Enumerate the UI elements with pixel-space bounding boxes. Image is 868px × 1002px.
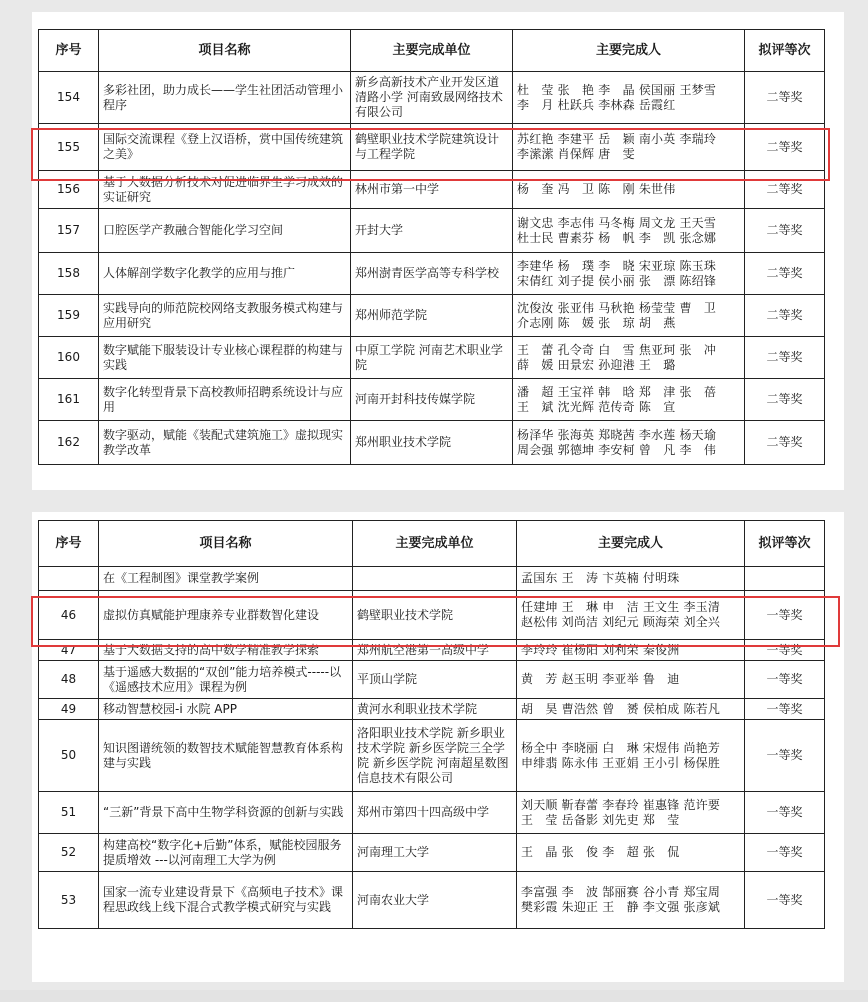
cell-name: 基于大数据支持的高中数学精准教学探索 (99, 640, 353, 661)
cell-name: 基于遥感大数据的“双创”能力培养模式-----以《遥感技术应用》课程为例 (99, 661, 353, 699)
cell-name: 数字赋能下服装设计专业核心课程群的构建与实践 (99, 337, 351, 379)
cell-people: 胡 昊 曹浩然 曾 赟 侯柏成 陈若凡 (517, 699, 745, 720)
cell-unit: 河南开封科技传媒学院 (351, 379, 513, 421)
cell-no: 159 (39, 295, 99, 337)
cell-people: 李建华 杨 璞 李 晓 宋亚琼 陈玉珠 宋倩红 刘子提 侯小丽 张 漂 陈绍锋 (513, 253, 745, 295)
cell-no: 48 (39, 661, 99, 699)
cell-no: 52 (39, 834, 99, 872)
cell-no: 160 (39, 337, 99, 379)
cell-level: 一等奖 (745, 834, 825, 872)
cell-people: 刘天顺 靳春蕾 李春玲 崔惠锋 范许要 王 莹 岳备影 刘先吏 郑 莹 (517, 792, 745, 834)
cell-level: 一等奖 (745, 661, 825, 699)
table-row (39, 253, 825, 295)
table-row (39, 834, 825, 872)
cell-name: 虚拟仿真赋能护理康养专业群数智化建设 (99, 591, 353, 640)
cell-name: 国际交流课程《登上汉语桥，赏中国传统建筑之美》 (99, 124, 351, 171)
table-row (39, 640, 825, 661)
cell-level: 一等奖 (745, 792, 825, 834)
header-no: 序号 (39, 521, 99, 567)
cell-level: 二等奖 (745, 253, 825, 295)
cell-people: 杨 奎 冯 卫 陈 刚 朱世伟 (513, 171, 745, 209)
cell-unit: 郑州职业技术学院 (351, 421, 513, 465)
table-row (39, 421, 825, 465)
cell-no: 155 (39, 124, 99, 171)
cell-name: 移动智慧校园-i 水院 APP (99, 699, 353, 720)
table-row (39, 337, 825, 379)
cell-unit: 郑州航空港第一高级中学 (353, 640, 517, 661)
header-row (39, 30, 825, 72)
bottom-scroll-strip (0, 990, 868, 1002)
cell-name: 基于大数据分析技术对促进临界生学习成效的实证研究 (99, 171, 351, 209)
award-table-top (38, 29, 825, 465)
cell-people: 李富强 李 波 郜丽赛 谷小青 郑宝周 樊彩霞 朱迎正 王 静 李文强 张彦斌 (517, 872, 745, 929)
table-row (39, 72, 825, 124)
cell-name: 人体解剖学数字化教学的应用与推广 (99, 253, 351, 295)
cell-no: 50 (39, 720, 99, 792)
cell-unit: 黄河水利职业技术学院 (353, 699, 517, 720)
cell-level: 二等奖 (745, 72, 825, 124)
cell-name: 数字驱动，赋能《装配式建筑施工》虚拟现实教学改革 (99, 421, 351, 465)
cell-level: 二等奖 (745, 209, 825, 253)
cell-unit: 郑州澍青医学高等专科学校 (351, 253, 513, 295)
cell-people: 杜 莹 张 艳 李 晶 侯国丽 王梦雪 李 月 杜跃兵 李林森 岳霞红 (513, 72, 745, 124)
cell-people: 杨泽华 张海英 郑晓茜 李水莲 杨天瑜 周会强 郭德坤 李安柯 曾 凡 李 伟 (513, 421, 745, 465)
cell-unit: 开封大学 (351, 209, 513, 253)
header-people: 主要完成人 (513, 30, 745, 72)
table-row (39, 872, 825, 929)
cell-people: 王 蕾 孔令奇 白 雪 焦亚珂 张 冲 薛 媛 田景宏 孙迎港 王 璐 (513, 337, 745, 379)
cell-no: 156 (39, 171, 99, 209)
cell-unit: 中原工学院 河南艺术职业学院 (351, 337, 513, 379)
cell-level: 一等奖 (745, 720, 825, 792)
cell-name: 数字化转型背景下高校教师招聘系统设计与应用 (99, 379, 351, 421)
cell-name: 实践导向的师范院校网络支教服务模式构建与应用研究 (99, 295, 351, 337)
table-row (39, 720, 825, 792)
table-row (39, 209, 825, 253)
table-row (39, 295, 825, 337)
cell-name: 国家一流专业建设背景下《高频电子技术》课程思政线上线下混合式教学模式研究与实践 (99, 872, 353, 929)
table-row (39, 567, 825, 591)
cell-level: 二等奖 (745, 171, 825, 209)
header-unit: 主要完成单位 (351, 30, 513, 72)
cell-people: 王 晶 张 俊 李 超 张 侃 (517, 834, 745, 872)
cell-name: 构建高校“数字化+后勤”体系，赋能校园服务提质增效 ---以河南理工大学为例 (99, 834, 353, 872)
table-row (39, 792, 825, 834)
cell-people: 孟国东 王 涛 卞英楠 付明珠 (517, 567, 745, 591)
award-table-bottom (38, 520, 825, 929)
header-level: 拟评等次 (745, 521, 825, 567)
cell-name: 口腔医学产教融合智能化学习空间 (99, 209, 351, 253)
table-row (39, 124, 825, 171)
cell-no: 53 (39, 872, 99, 929)
cell-no: 157 (39, 209, 99, 253)
cell-no: 46 (39, 591, 99, 640)
cell-unit: 鹤壁职业技术学院建筑设计与工程学院 (351, 124, 513, 171)
cell-unit: 河南农业大学 (353, 872, 517, 929)
cell-people: 谢文忠 李志伟 马冬梅 周文龙 王天雪 杜士民 曹素芬 杨 帆 李 凯 张念娜 (513, 209, 745, 253)
header-people: 主要完成人 (517, 521, 745, 567)
cell-people: 沈俊汝 张亚伟 马秋艳 杨莹莹 曹 卫 介志刚 陈 媛 张 琼 胡 燕 (513, 295, 745, 337)
header-no: 序号 (39, 30, 99, 72)
header-level: 拟评等次 (745, 30, 825, 72)
cell-name: 在《工程制图》课堂教学案例 (99, 567, 353, 591)
cell-unit: 鹤壁职业技术学院 (353, 591, 517, 640)
cell-unit: 郑州市第四十四高级中学 (353, 792, 517, 834)
table-row (39, 171, 825, 209)
cell-people: 李玲玲 崔杨阳 刘利荣 秦俊洲 (517, 640, 745, 661)
cell-no: 51 (39, 792, 99, 834)
cell-unit (353, 567, 517, 591)
cell-level: 一等奖 (745, 591, 825, 640)
cell-unit: 洛阳职业技术学院 新乡职业技术学院 新乡医学院三全学院 新乡医学院 河南超星数图信息技术有限公司 (353, 720, 517, 792)
cell-unit: 林州市第一中学 (351, 171, 513, 209)
cell-level: 二等奖 (745, 421, 825, 465)
cell-unit: 郑州师范学院 (351, 295, 513, 337)
cell-level: 二等奖 (745, 379, 825, 421)
cell-people: 苏红艳 李建平 岳 颖 南小英 李瑞玲 李潆潆 肖保辉 唐 雯 (513, 124, 745, 171)
header-row (39, 521, 825, 567)
cell-name: “三新”背景下高中生物学科资源的创新与实践 (99, 792, 353, 834)
cell-name: 知识图谱统领的数智技术赋能智慧教育体系构建与实践 (99, 720, 353, 792)
cell-no: 162 (39, 421, 99, 465)
cell-no: 158 (39, 253, 99, 295)
cell-no: 49 (39, 699, 99, 720)
cell-level: 一等奖 (745, 872, 825, 929)
cell-unit: 新乡高新技术产业开发区道清路小学 河南致晟网络技术有限公司 (351, 72, 513, 124)
header-unit: 主要完成单位 (353, 521, 517, 567)
cell-level: 一等奖 (745, 699, 825, 720)
table-row (39, 661, 825, 699)
cell-no: 47 (39, 640, 99, 661)
cell-no (39, 567, 99, 591)
cell-level: 一等奖 (745, 640, 825, 661)
cell-name: 多彩社团，助力成长——学生社团活动管理小程序 (99, 72, 351, 124)
table-row (39, 379, 825, 421)
cell-unit: 河南理工大学 (353, 834, 517, 872)
header-name: 项目名称 (99, 521, 353, 567)
cell-level: 二等奖 (745, 295, 825, 337)
cell-people: 潘 超 王宝祥 韩 晗 郑 津 张 蓓 王 斌 沈光辉 范传奇 陈 宣 (513, 379, 745, 421)
table-row (39, 591, 825, 640)
header-name: 项目名称 (99, 30, 351, 72)
cell-people: 杨全中 李晓丽 白 琳 宋煜伟 尚艳芳 申绯翡 陈永伟 王亚娟 王小引 杨保胜 (517, 720, 745, 792)
cell-level: 二等奖 (745, 337, 825, 379)
table-row (39, 699, 825, 720)
cell-people: 黄 芳 赵玉明 李亚举 鲁 迪 (517, 661, 745, 699)
cell-unit: 平顶山学院 (353, 661, 517, 699)
cell-level (745, 567, 825, 591)
cell-level: 二等奖 (745, 124, 825, 171)
cell-people: 任建坤 王 琳 申 洁 王文生 李玉清 赵松伟 刘尚洁 刘纪元 顾海荣 刘全兴 (517, 591, 745, 640)
cell-no: 161 (39, 379, 99, 421)
cell-no: 154 (39, 72, 99, 124)
